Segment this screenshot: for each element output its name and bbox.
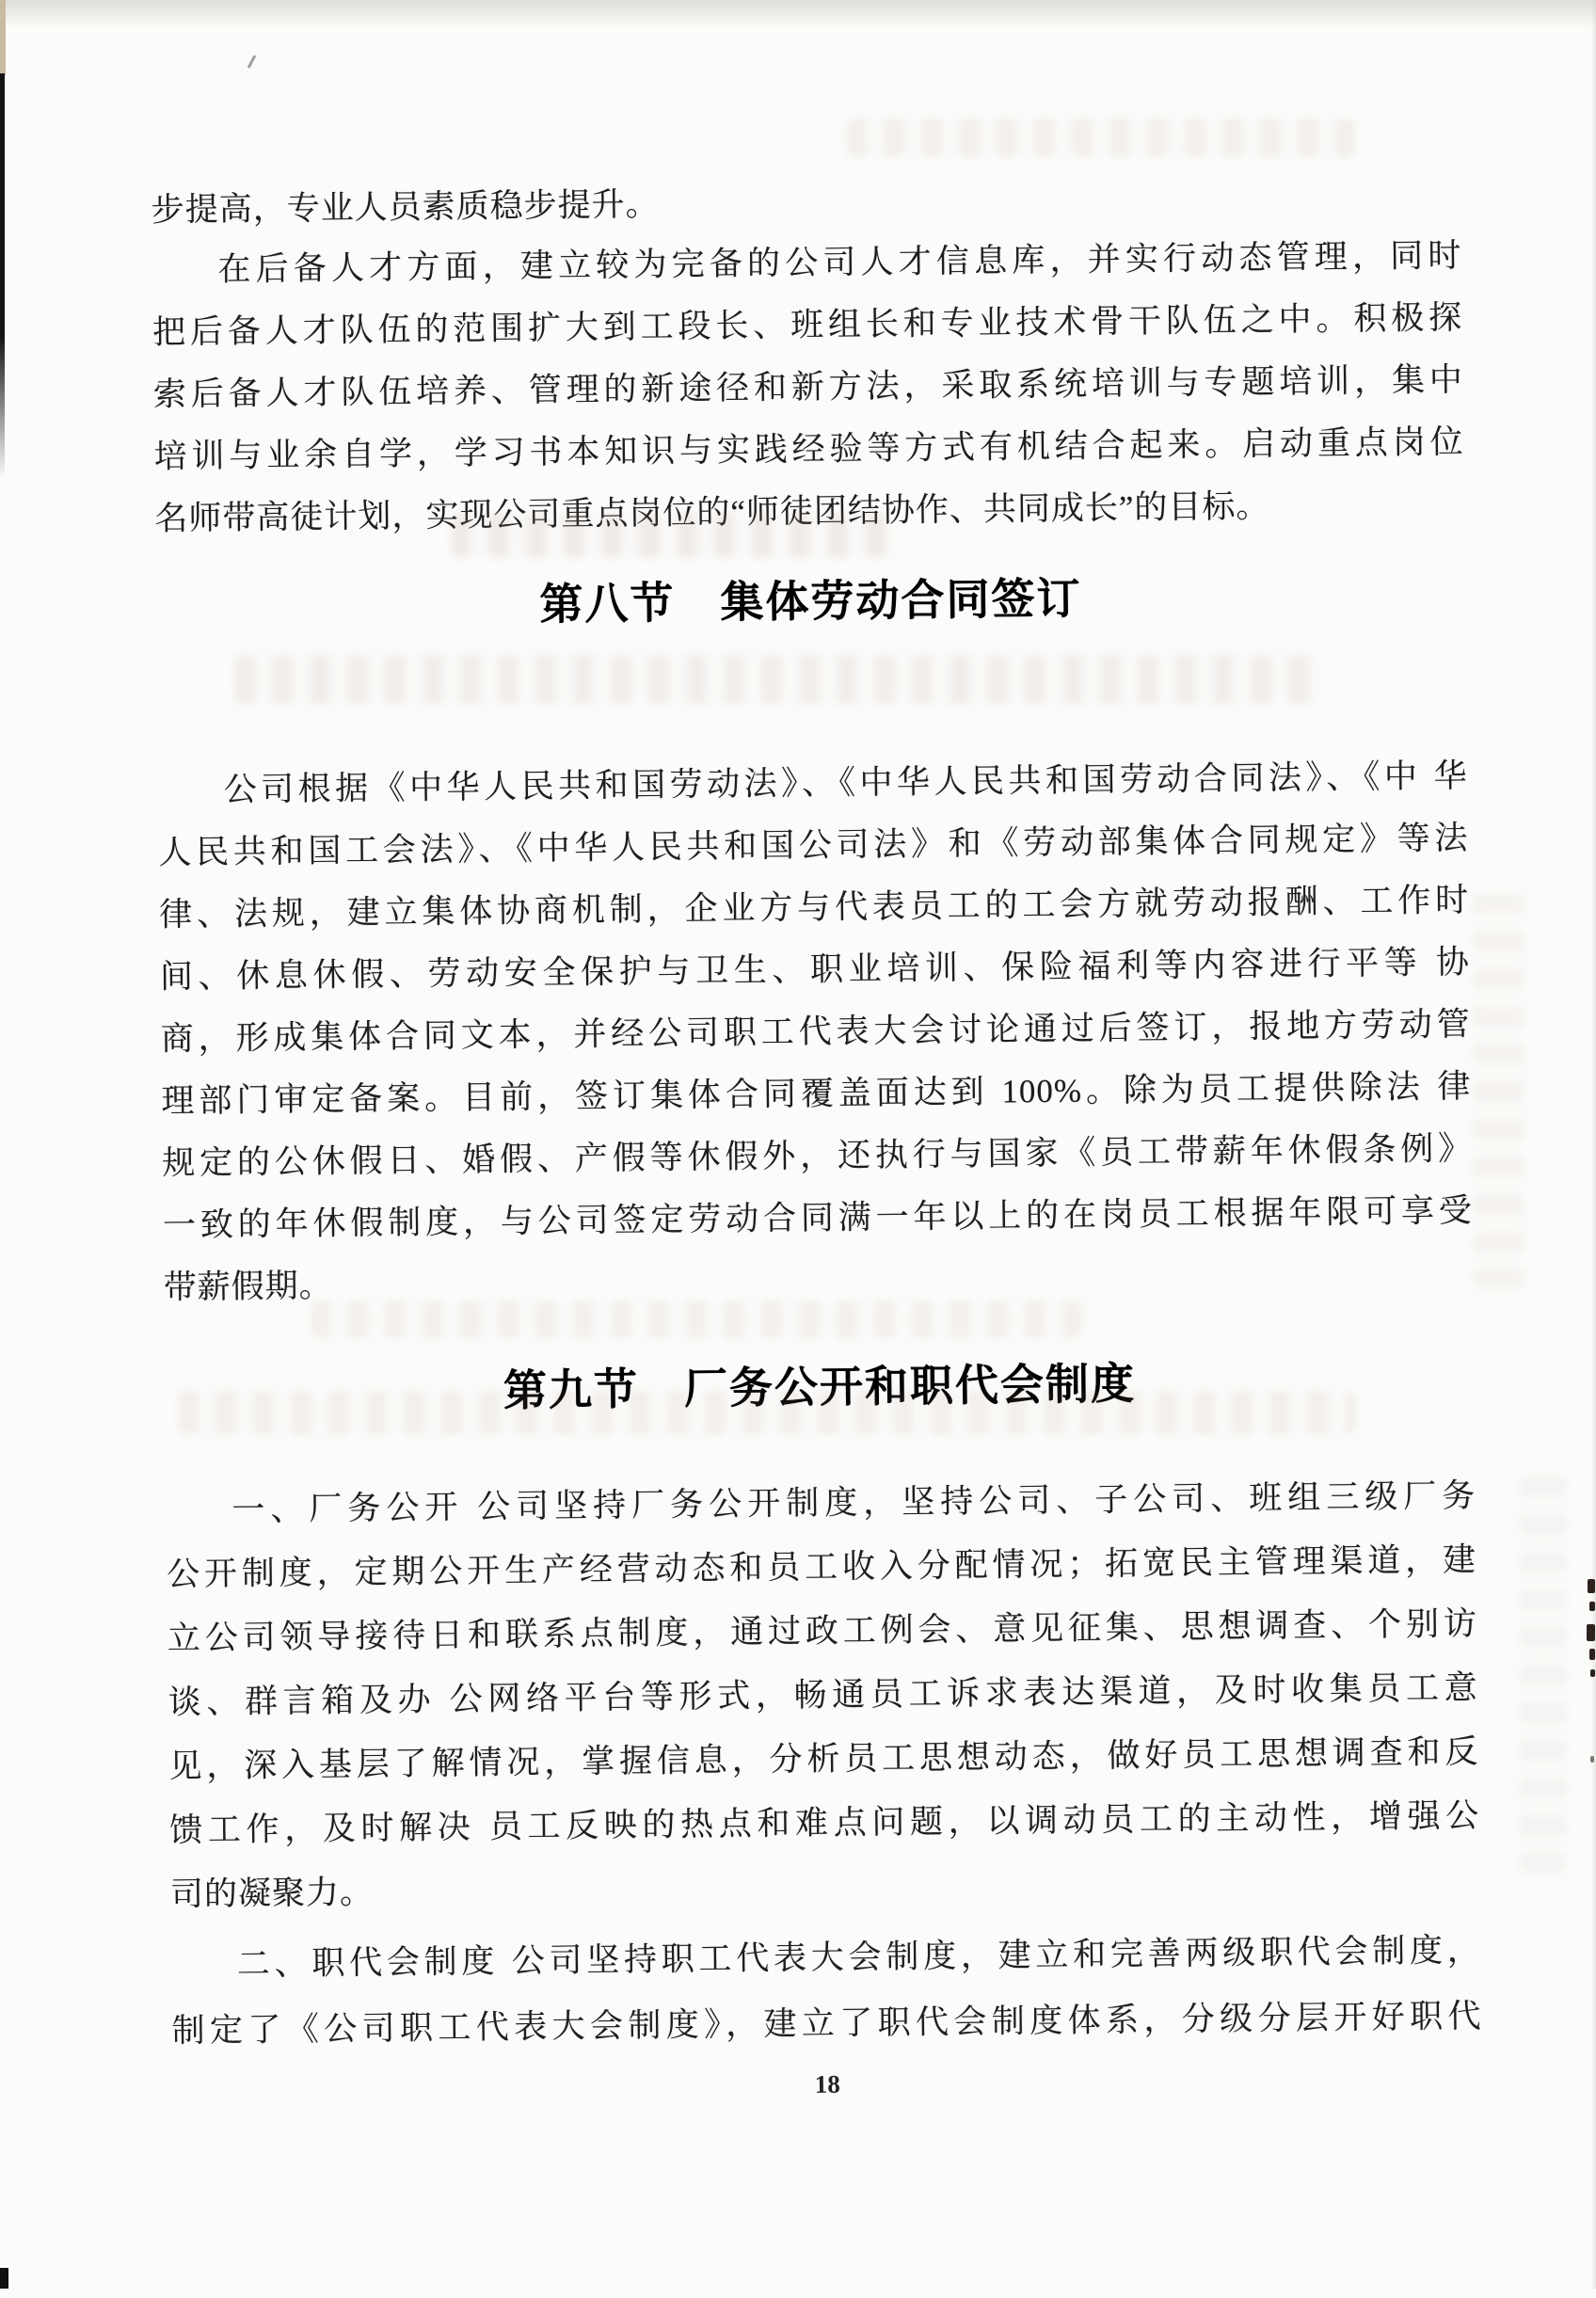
paragraph-reserve-talent [152,225,1465,551]
text-line: 理部门审定备案。目前，签订集体合同覆盖面达到 100%。除为员工提供除法 律 [161,1067,1472,1120]
text-line: 间、休息休假、劳动安全保护与卫生、职业培训、保险福利等内容进行平等 协 [159,943,1471,996]
text-line: 把后备人才队伍的范围扩大到工段长、班组长和专业技术骨干队伍之中。积极探 [152,298,1463,351]
text-line: 谈、群言箱及办 公网络平台等形式，畅通员工诉求表达渠道，及时收集员工意 [168,1668,1478,1721]
text-line: 培训与业余自学，学习书本知识与实践经验等方式有机结合起来。启动重点岗位 [153,423,1464,475]
section-9-heading: 第九节 厂务公开和职代会制度 [503,1359,1137,1415]
paragraph-factory-affairs-disclosure [166,1464,1480,1927]
text-line: 律、法规，建立集体协商机制，企业方与代表员工的工会方就劳动报酬、工作时 [158,881,1470,934]
text-line: 二、职代会制度 公司坚持职工代表大会制度，建立和完善两级职代会制度， [236,1931,1481,1983]
text-line: 规定的公休假日、婚假、产假等休假外，还执行与国家《员工带薪年休假条例》 [161,1129,1473,1182]
text-line: 公司根据《中华人民共和国劳动法》、《中华人民共和国劳动合同法》、《中 华 [223,757,1468,808]
text-line: 一致的年休假制度，与公司签定劳动合同满一年以上的在岗员工根据年限可享受 [162,1191,1474,1244]
scan-corner-mark [0,2268,8,2289]
text-line: 制定了《公司职工代表大会制度》，建立了职代会制度体系，分级分层开好职代 [171,1997,1482,2050]
text-line: 带薪假期。 [163,1267,333,1306]
text-line: 商，形成集体合同文本，并经公司职工代表大会讨论通过后签订，报地方劳动管 [160,1005,1471,1058]
text-line: 在后备人才方面，建立较为完备的公司人才信息库，并实行动态管理，同时 [217,236,1462,288]
text-line: 见，深入基层了解情况，掌握信息，分析员工思想动态，做好员工思想调查和反 [168,1732,1479,1785]
page-number: 18 [814,2069,841,2099]
text-line: 立公司领导接待日和联系点制度，通过政工例会、意见征集、思想调查、个别访 [167,1604,1478,1657]
text-line: 名师带高徒计划，实现公司重点岗位的“师徒团结协作、共同成长”的目标。 [154,487,1270,537]
text-line: 索后备人才队伍培养、管理的新途径和新方法，采取系统培训与专题培训，集中 [152,360,1464,413]
text-line: 司的凝聚力。 [169,1874,375,1913]
text-line: 人民共和国工会法》、《中华人民共和国公司法》和《劳动部集体合同规定》等法 [158,819,1469,871]
section-8-heading: 第八节 集体劳动合同签订 [539,574,1082,630]
text-line: 公开制度，定期公开生产经营动态和员工收入分配情况；拓宽民主管理渠道，建 [166,1540,1477,1593]
text-line: 步提高，专业人员素质稳步提升。 [151,185,660,229]
paragraph-employee-congress-system [170,1918,1481,2065]
text-line: 馈工作，及时解决 员工反映的热点和难点问题，以调动员工的主动性，增强公 [169,1796,1480,1849]
paragraph-collective-contract [157,745,1474,1319]
text-line: 一、厂务公开 公司坚持厂务公开制度，坚持公司、子公司、班组三级厂务 [231,1476,1476,1528]
